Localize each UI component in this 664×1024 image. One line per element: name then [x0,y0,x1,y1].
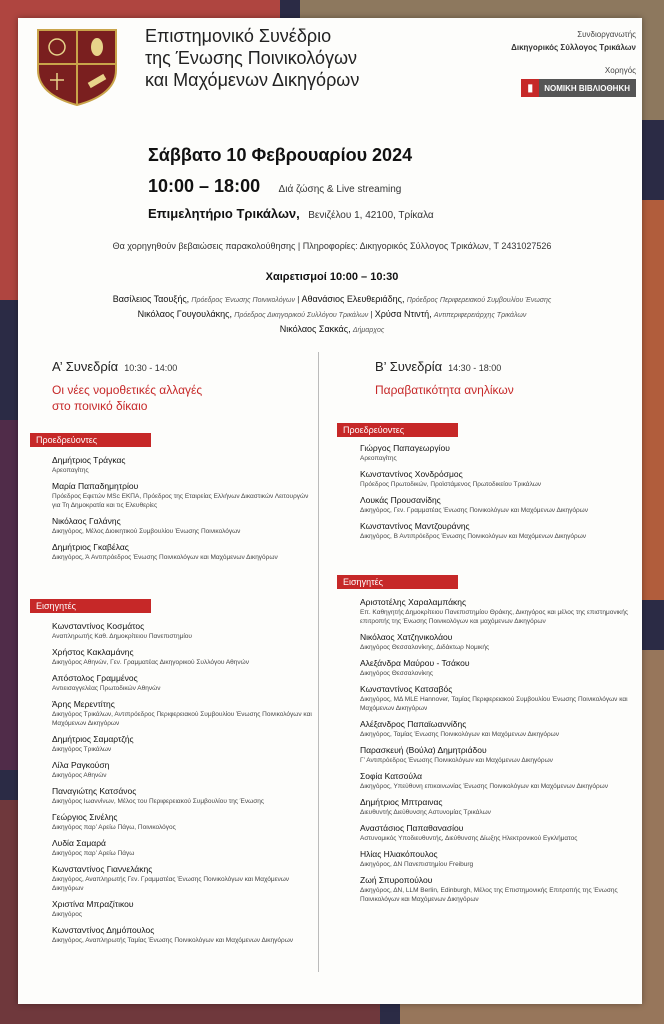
person-description: Δικηγόρος, Γεν. Γραμματέας Ένωσης Ποινικολόγων και Μαχόμενων Δικηγόρων [360,507,589,514]
person-description: Δικηγόρος, ΜΔ MLE Hannover, Ταμίας Περιφερειακού Συμβουλίου Ένωσης Ποινικολόγων και Μαχόμενων Δικηγόρων [360,696,628,712]
person-name: Παναγιώτης Κατσάνος [52,786,137,796]
person-description: Δικηγόρος, ΔΝ Πανεπιστημίου Freiburg [360,861,474,868]
speaker-entry [360,684,630,713]
person-description: Πρόεδρος Εφετών MSc ΕΚΠΑ, Πρόεδρος της Εταιρείας Ελλήνων Δικαστικών Λειτουργών για Τη Δημοκρατία και τις Ελευθερίες [52,493,309,509]
greeter-role: Δήμαρχος [352,327,385,334]
person-description: Επ. Καθηγητής Δημοκρίτειου Πανεπιστημίου Θράκης, Δικηγόρος και μέλος της επιστημονικής επιτροπής της Ένωσης Ποινικολόγων και μαχόμενων Δικηγόρων [360,609,629,625]
conference-title [145,25,359,91]
person-name: Χριστίνα Μπραζίτικου [52,899,134,909]
greeter-name: Χρύσα Ντιντή, [374,309,432,319]
speaker-entry [360,658,630,678]
chair-entry [52,455,314,475]
speaker-entry [52,864,314,893]
speaker-entry [52,621,314,641]
session-b-speakers-list [360,597,630,910]
person-description: Δικηγόρος Θεσσαλονίκης [360,670,433,677]
chair-entry [52,542,314,562]
greetings-line: Βασίλειος Ταουξής, Πρόεδρος Ένωσης Ποινικολόγων | Αθανάσιος Ελευθεριάδης, Πρόεδρος Περιφερειακού Συμβουλίου Ένωσης [112,294,552,304]
topic-line: Παραβατικότητα ανηλίκων [375,383,514,397]
chair-entry [360,469,630,489]
speaker-entry [360,797,630,817]
co-organizer-label: Συνδιοργανωτής [577,30,636,39]
title-line: και Μαχόμενων Δικηγόρων [145,70,360,90]
person-description: Δικηγόρος, Β Αντιπρόεδρος Ένωσης Ποινικολόγων και Μαχόμενων Δικηγόρων [360,533,587,540]
person-name: Αλεξάνδρα Μαύρου - Τσάκου [360,658,470,668]
person-description: Δικηγόρος Ιωαννίνων, Μέλος του Περιφερειακού Συμβουλίου της Ένωσης [52,798,264,805]
speaker-entry [52,838,314,858]
person-description: Δικηγόρος, Ά Αντιπρόεδρος Ένωσης Ποινικολόγων και Μαχόμενων Δικηγόρων [52,554,278,561]
greeter-role: Πρόεδρος Ένωσης Ποινικολόγων [191,297,295,304]
greeter-role: Πρόεδρος Δικηγορικού Συλλόγου Τρικάλων [234,312,369,319]
speaker-entry [52,673,314,693]
speaker-entry [52,647,314,667]
person-name: Λίλα Ραγκούση [52,760,110,770]
book-icon: ▮ [521,79,539,97]
person-name: Άρης Μερεντίτης [52,699,115,709]
event-time: 10:00 – 18:00 [148,176,261,196]
session-a-time: 10:30 - 14:00 [124,363,178,373]
person-name: Λυδία Σαμαρά [52,838,106,848]
speaker-entry [52,786,314,806]
person-name: Λουκάς Προυσανίδης [360,495,441,505]
session-b-time: 14:30 - 18:00 [448,363,502,373]
person-description: Δικηγόρος Αθηνών, Γεν. Γραμματέας Δικηγορικού Συλλόγου Αθηνών [52,659,249,666]
person-name: Γεώργιος Σινέλης [52,812,118,822]
session-a-topic [52,382,202,414]
session-a-speakers-label: Εισηγητές [30,599,151,613]
person-description: Δικηγόρος, Αναπληρωτής Γεν. Γραμματέας Ένωσης Ποινικολόγων και Μαχόμενων Δικηγόρων [52,876,290,892]
person-description: Δικηγόρος Αθηνών [52,772,107,779]
topic-line: Οι νέες νομοθετικές αλλαγές [52,383,203,397]
association-crest-logo [36,28,118,106]
person-name: Σοφία Κατσούλα [360,771,423,781]
chair-entry [360,443,630,463]
session-b-header [375,359,501,374]
greeter-role: Αντιπεριφερειάρχης Τρικάλων [433,312,527,319]
session-a-title: Α’ Συνεδρία [52,359,119,374]
person-name: Ηλίας Ηλιακόπουλος [360,849,438,859]
person-description: Δικηγόρος, Μέλος Διοικητικού Συμβουλίου Ένωσης Ποινικολόγων [52,528,241,535]
person-description: Δικηγόρος, ΔΝ, LLM Berlin, Edinburgh, Μέλος της Επιστημονικής Επιτροπής της Ένωσης Ποινικολόγων και Μαχόμενων Δικηγόρων [360,887,618,903]
person-name: Κωνσταντίνος Γιαννελάκης [52,864,153,874]
column-divider [318,352,319,972]
person-description: Δικηγόρος, Αναπληρωτής Ταμίας Ένωσης Ποινικολόγων και Μαχόμενων Δικηγόρων [52,937,294,944]
speaker-entry [360,597,630,626]
speaker-entry [360,632,630,652]
person-name: Γιώργος Παπαγεωργίου [360,443,450,453]
person-description: Αστυνομικός Υποδιευθυντής, Διεύθυνσης Δίωξης Ηλεκτρονικού Εγκλήματος [360,835,578,842]
live-streaming-note: Διά ζώσης & Live streaming [278,184,402,195]
person-name: Αλέξανδρος Παπαϊωαννίδης [360,719,467,729]
person-name: Νικόλαος Γαλάνης [52,516,121,526]
speaker-entry [52,760,314,780]
speaker-entry [360,745,630,765]
title-line: της Ένωσης Ποινικολόγων [145,48,358,68]
person-name: Δημήτριος Σαμαρτζής [52,734,134,744]
session-b-speakers-label: Εισηγητές [337,575,458,589]
greeter-name: Νικόλαος Σακκάς, [279,324,351,334]
session-b-title: Β’ Συνεδρία [375,359,443,374]
title-line: Επιστημονικό Συνέδριο [145,26,332,46]
person-name: Κωνσταντίνος Κατσαβός [360,684,453,694]
person-description: Δικηγόρος παρ’ Αρείω Πάγω [52,850,135,857]
venue-name: Επιμελητήριο Τρικάλων, [148,206,300,221]
chair-entry [360,521,630,541]
sponsor-label: Χορηγός [604,66,636,75]
venue-address: Βενιζέλου 1, 42100, Τρίκαλα [308,210,434,221]
sponsor-name: ΝΟΜΙΚΗ ΒΙΒΛΙΟΘΗΚΗ [544,83,630,93]
person-name: Ζωή Σπυροπούλου [360,875,433,885]
venue-row [148,205,434,223]
person-description: Δικηγόρος, Ταμίας Ένωσης Ποινικολόγων και Μαχόμενων Δικηγόρων [360,731,560,738]
speaker-entry [52,734,314,754]
person-description: Γ’ Αντιπρόεδρος Ένωσης Ποινικολόγων και Μαχόμενων Δικηγόρων [360,757,553,764]
person-name: Απόστολος Γραμμένος [52,673,138,683]
person-description: Δικηγόρος παρ’ Αρείω Πάγω, Ποινικολόγος [52,824,176,831]
chair-entry [52,481,314,510]
person-description: Πρόεδρος Πρωτοδικών, Προϊστάμενος Πρωτοδικείου Τρικάλων [360,481,542,488]
person-description: Δικηγόρος [52,911,82,918]
person-name: Νικόλαος Χατζηνικολάου [360,632,453,642]
person-description: Δικηγόρος Τρικάλων, Αντιπρόεδρος Περιφερειακού Συμβουλίου Ένωσης Ποινικολόγων και Μαχόμενων Δικηγόρων [52,711,312,727]
session-a-chairs-label: Προεδρεύοντες [30,433,151,447]
speaker-entry [360,771,630,791]
person-description: Διευθυντής Διεύθυνσης Αστυνομίας Τρικάλων [360,809,491,816]
speaker-entry [52,899,314,919]
person-description: Αντιεισαγγελέας Πρωτοδικών Αθηνών [52,685,161,692]
time-row [148,176,434,197]
speaker-entry [360,849,630,869]
session-b-chairs-list [360,443,630,547]
certificate-note: Θα χορηγηθούν βεβαιώσεις παρακολούθησης | Πληροφορίες: Δικηγορικός Σύλλογος Τρικάλων, Τ 2431027526 [112,241,552,251]
person-name: Χρήστος Κακλαμάνης [52,647,134,657]
session-a-header [52,359,177,374]
speaker-entry [360,719,630,739]
person-name: Παρασκευή (Βούλα) Δημητριάδου [360,745,487,755]
session-a-chairs-list [52,455,314,568]
person-name: Αριστοτέλης Χαραλαμπάκης [360,597,467,607]
person-description: Αναπληρωτής Καθ. Δημοκρίτειου Πανεπιστημίου [52,633,192,640]
person-description: Αρεοπαγίτης [52,467,89,474]
person-name: Κωνσταντίνος Χονδρόσμος [360,469,463,479]
speaker-entry [360,823,630,843]
speaker-entry [52,699,314,728]
person-name: Μαρία Παπαδημητρίου [52,481,139,491]
person-name: Κωνσταντίνος Κοσμάτος [52,621,145,631]
topic-line: στο ποινικό δίκαιο [52,399,148,413]
event-details [148,145,434,223]
person-description: Δικηγόρος, Υπεύθυνη επικοινωνίας Ένωσης Ποινικολόγων και Μαχόμενων Δικηγόρων [360,783,608,790]
speaker-entry [52,925,314,945]
speaker-entry [52,812,314,832]
person-description: Αρεοπαγίτης [360,455,397,462]
person-name: Κωνσταντίνος Δημόπουλος [52,925,155,935]
greeter-name: Νικόλαος Γουγουλάκης, [137,309,233,319]
session-a-speakers-list [52,621,314,951]
speaker-entry [360,875,630,904]
person-name: Δημήτριος Μπτραινας [360,797,443,807]
chair-entry [360,495,630,515]
chair-entry [52,516,314,536]
sponsor-badge [521,79,636,97]
person-name: Δημήτριος Γκαβέλας [52,542,129,552]
person-name: Κωνσταντίνος Μαντζουράνης [360,521,470,531]
greeter-name: Βασίλειος Ταουξής, [112,294,190,304]
person-name: Αναστάσιος Παπαθανασίου [360,823,464,833]
sponsors-block [436,30,636,97]
co-organizer-name: Δικηγορικός Σύλλογος Τρικάλων [511,43,636,52]
person-name: Δημήτριος Τράγκας [52,455,126,465]
greeter-name: Αθανάσιος Ελευθεριάδης, [301,294,405,304]
person-description: Δικηγόρος Τρικάλων [52,746,112,753]
greetings-line [0,324,664,334]
person-description: Δικηγόρος Θεσσαλονίκης, Διδάκτωρ Νομικής [360,644,490,651]
greeter-role: Πρόεδρος Περιφερειακού Συμβουλίου Ένωσης [406,297,552,304]
session-b-chairs-label: Προεδρεύοντες [337,423,458,437]
greetings-title: Χαιρετισμοί 10:00 – 10:30 [265,271,399,283]
greetings-line: Νικόλαος Γουγουλάκης, Πρόεδρος Δικηγορικού Συλλόγου Τρικάλων | Χρύσα Ντιντή, Αντιπεριφερειάρχης Τρικάλων [137,309,527,319]
event-date: Σάββατο 10 Φεβρουαρίου 2024 [148,145,413,165]
session-b-topic [375,382,514,398]
